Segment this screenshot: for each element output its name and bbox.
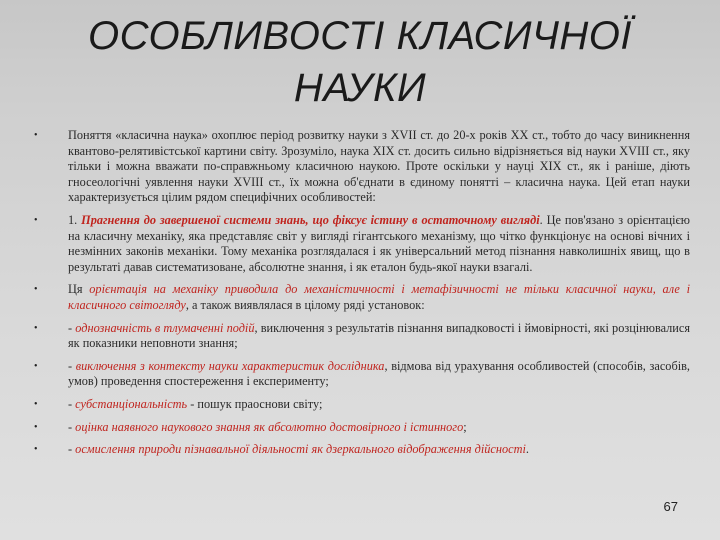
paragraph-rest: ; xyxy=(463,419,467,434)
paragraph-rest: , а також виявлялася в цілому ряді установок: xyxy=(185,297,425,312)
slide-body xyxy=(30,128,690,465)
paragraph-rest: . xyxy=(525,442,529,457)
bullet-icon: • xyxy=(34,398,38,410)
title-line-1: ОСОБЛИВОСТІ КЛАСИЧНОЇ xyxy=(87,14,632,58)
paragraph-prefix: - xyxy=(68,442,76,457)
paragraph-intro xyxy=(30,128,690,206)
list-item-absolute-truth xyxy=(30,420,690,436)
paragraph-highlight: Прагнення до завершеної системи знань, що фіксує істину в остаточному вигляді xyxy=(81,212,540,227)
paragraph-highlight: осмислення природи пізнавальної діяльності як дзеркального відображення дійсності xyxy=(75,442,526,457)
paragraph-prefix: Ця xyxy=(68,282,90,297)
paragraph-text: Поняття «класична наука» охоплює період розвитку науки з XVII ст. до 20-х років XX ст., тобто до часу виникнення квантово-релятивістської картини світу. Зрозуміло, наука XIX ст. досить сильно відрізняється від науки XVIII ст., яку тільки і можна вважати по-справжньому класичною наукою. Проте оскільки у науці XIX ст., як і раніше, діють гносеологічні уявлення науки XVIII ст., їх можна об'єднати в єдиному понятті – класична наука. Цей етап науки характеризується цілим рядом специфічних особливостей: xyxy=(68,128,690,205)
bullet-icon: • xyxy=(34,130,38,141)
paragraph-prefix: 1. xyxy=(68,212,82,227)
paragraph-highlight: виключення з контексту науки характеристик дослідника xyxy=(75,358,385,373)
page-number: 67 xyxy=(663,499,678,514)
paragraph-highlight: субстанціональність xyxy=(75,396,188,411)
paragraph-rest: , виключення з результатів пізнання випадковості і ймовірності, які розцінювалися як показники неповноти знання; xyxy=(68,320,691,351)
bullet-icon: • xyxy=(34,284,38,296)
paragraph-rest: , відмова від урахування особливостей (способів, засобів, умов) проведення спостереження і експерименту; xyxy=(68,358,691,389)
list-item-unambiguity xyxy=(30,321,690,352)
list-item-researcher-exclusion xyxy=(30,359,690,390)
paragraph-prefix: - xyxy=(68,419,76,434)
paragraph-prefix: - xyxy=(68,358,76,373)
title-line-2: НАУКИ xyxy=(293,66,427,110)
bullet-icon: • xyxy=(34,322,38,334)
paragraph-prefix: - xyxy=(68,320,76,335)
paragraph-rest: - пошук праоснови світу; xyxy=(187,396,323,411)
paragraph-orientation xyxy=(30,282,690,313)
paragraph-prefix: - xyxy=(68,396,76,411)
list-item-substantiality xyxy=(30,397,690,413)
paragraph-highlight: однозначність в тлумаченні подій xyxy=(75,320,255,335)
paragraph-rest: . Це пов'язано з орієнтацією на класичну механіку, яка представляє світ у вигляді гігантського механізму, що чітко функціонує на основі вічних і незмінних законів механіки. Тому механіка розглядалася і як універсальний метод пізнання навколишніх явищ, що в результаті давав систематизоване, абсолютне знання, і як еталон будь-якої науки взагалі. xyxy=(68,212,690,274)
paragraph-highlight: орієнтація на механіку приводила до механістичності і метафізичності не тільки класичної науки, але і класичного світогляду xyxy=(68,282,690,312)
paragraph-highlight: оцінка наявного наукового знання як абсолютно достовірного і істинного xyxy=(75,419,464,434)
paragraph-point-1 xyxy=(30,213,690,275)
bullet-icon: • xyxy=(34,360,38,372)
bullet-icon: • xyxy=(34,444,38,456)
bullet-icon: • xyxy=(34,421,38,433)
slide-title xyxy=(0,10,720,114)
list-item-mirror-reflection xyxy=(30,442,690,458)
bullet-icon: • xyxy=(34,214,38,226)
